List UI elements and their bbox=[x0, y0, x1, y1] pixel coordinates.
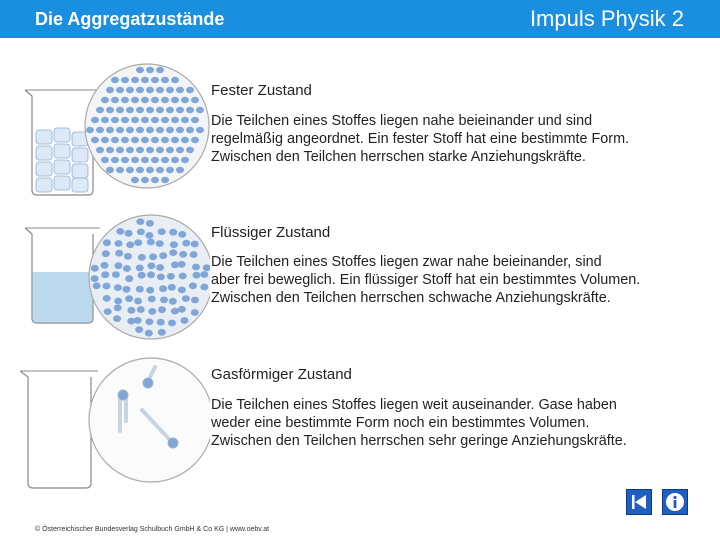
liquid-particle bbox=[101, 262, 109, 269]
liquid-particle bbox=[178, 306, 186, 313]
solid-particle bbox=[176, 127, 184, 133]
solid-particle bbox=[126, 87, 134, 93]
liquid-particle bbox=[136, 286, 144, 293]
liquid-particle bbox=[114, 262, 122, 269]
info-button[interactable] bbox=[662, 489, 688, 515]
solid-particle bbox=[191, 97, 199, 103]
solid-particle bbox=[121, 137, 129, 143]
solid-particle bbox=[126, 127, 134, 133]
solid-particle bbox=[126, 147, 134, 153]
solid-particle bbox=[121, 77, 129, 83]
liquid-particle bbox=[101, 271, 109, 278]
solid-particle bbox=[146, 147, 154, 153]
solid-particle bbox=[141, 77, 149, 83]
solid-particle bbox=[131, 177, 139, 183]
solid-particle bbox=[106, 107, 114, 113]
liquid-particle bbox=[159, 252, 167, 259]
solid-particle bbox=[111, 137, 119, 143]
solid-particle bbox=[96, 127, 104, 133]
liquid-particle bbox=[145, 330, 153, 337]
liquid-particle bbox=[137, 229, 145, 236]
solid-particle bbox=[116, 147, 124, 153]
liquid-particle bbox=[157, 319, 165, 326]
solid-particle bbox=[171, 137, 179, 143]
solid-particle bbox=[146, 87, 154, 93]
solid-particle bbox=[176, 147, 184, 153]
liquid-particle bbox=[191, 297, 199, 304]
solid-particle bbox=[151, 137, 159, 143]
solid-particle bbox=[136, 167, 144, 173]
liquid-particle bbox=[137, 306, 145, 313]
solid-particle bbox=[166, 87, 174, 93]
solid-particle bbox=[141, 97, 149, 103]
liquid-particle bbox=[148, 296, 156, 303]
solid-particle bbox=[121, 157, 129, 163]
page-title: Die Aggregatzustände bbox=[35, 9, 225, 29]
solid-particle bbox=[151, 97, 159, 103]
solid-particle bbox=[196, 127, 204, 133]
liquid-particle bbox=[182, 295, 190, 302]
solid-particle bbox=[126, 167, 134, 173]
solid-particle bbox=[141, 117, 149, 123]
liquid-particle bbox=[93, 283, 101, 290]
solid-particle bbox=[181, 97, 189, 103]
liquid-particle bbox=[114, 284, 122, 291]
solid-particle bbox=[116, 127, 124, 133]
liquid-particle bbox=[169, 298, 177, 305]
solid-particle bbox=[131, 97, 139, 103]
liquid-particle bbox=[179, 273, 187, 280]
solid-particle bbox=[161, 97, 169, 103]
solid-particle bbox=[141, 177, 149, 183]
solid-particle bbox=[141, 137, 149, 143]
solid-title: Fester Zustand bbox=[211, 82, 312, 99]
solid-particle bbox=[111, 77, 119, 83]
solid-particle bbox=[86, 127, 94, 133]
back-to-start-icon bbox=[627, 490, 651, 514]
gas-beaker bbox=[20, 371, 98, 488]
liquid-particle bbox=[103, 283, 111, 290]
solid-particle bbox=[176, 167, 184, 173]
solid-particle bbox=[106, 127, 114, 133]
solid-particle bbox=[106, 87, 114, 93]
gas-line: Zwischen den Teilchen herrschen sehr geringe Anziehungskräfte. bbox=[211, 433, 627, 449]
solid-particle bbox=[191, 117, 199, 123]
liquid-particle bbox=[160, 297, 168, 304]
solid-particle bbox=[126, 107, 134, 113]
liquid-particle bbox=[125, 295, 133, 302]
gas-title: Gasförmiger Zustand bbox=[211, 366, 352, 383]
solid-particle bbox=[186, 147, 194, 153]
solid-particle bbox=[141, 157, 149, 163]
liquid-particle bbox=[127, 307, 135, 314]
liquid-particle bbox=[191, 309, 199, 316]
liquid-particle bbox=[91, 265, 99, 272]
solid-particle bbox=[136, 107, 144, 113]
liquid-description bbox=[211, 253, 701, 307]
liquid-particle bbox=[189, 282, 197, 289]
solid-particle bbox=[101, 137, 109, 143]
liquid-particle bbox=[157, 274, 165, 281]
liquid-particle bbox=[112, 271, 120, 278]
solid-line: regelmäßig angeordnet. Ein fester Stoff hat eine bestimmte Form. bbox=[211, 131, 630, 147]
liquid-particle bbox=[170, 241, 178, 248]
ice-cubes bbox=[36, 128, 88, 192]
liquid-particle bbox=[136, 218, 144, 225]
liquid-particle bbox=[191, 241, 199, 248]
solid-particle bbox=[106, 167, 114, 173]
liquid-particle bbox=[158, 306, 166, 313]
liquid-particle bbox=[114, 305, 122, 312]
solid-particle bbox=[166, 167, 174, 173]
copyright-footer: © Österreichischer Bundesverlag Schulbuch GmbH & Co KG | www.oebv.at bbox=[35, 526, 270, 533]
solid-particle bbox=[161, 157, 169, 163]
solid-particle bbox=[151, 117, 159, 123]
solid-particle bbox=[106, 147, 114, 153]
liquid-particle bbox=[113, 315, 121, 322]
liquid-particle bbox=[134, 317, 142, 324]
solid-particle bbox=[156, 67, 164, 73]
solid-particle bbox=[156, 167, 164, 173]
liquid-particle bbox=[156, 264, 164, 271]
solid-particle bbox=[146, 107, 154, 113]
liquid-particle bbox=[167, 273, 175, 280]
liquid-particle bbox=[168, 284, 176, 291]
liquid-particle bbox=[134, 239, 142, 246]
liquid-particle bbox=[115, 240, 123, 247]
solid-particle bbox=[176, 107, 184, 113]
liquid-particle bbox=[178, 261, 186, 268]
liquid-particle bbox=[114, 298, 122, 305]
liquid-state-figure bbox=[20, 210, 210, 350]
liquid-particle bbox=[124, 253, 132, 260]
solid-particle bbox=[181, 117, 189, 123]
solid-particle bbox=[101, 157, 109, 163]
solid-particle bbox=[181, 137, 189, 143]
liquid-particle bbox=[169, 249, 177, 256]
solid-particle bbox=[96, 147, 104, 153]
solid-particle bbox=[151, 157, 159, 163]
liquid-particle bbox=[156, 240, 164, 247]
solid-state-figure bbox=[20, 60, 210, 200]
liquid-particle bbox=[178, 287, 186, 294]
liquid-particle bbox=[134, 298, 142, 305]
solid-particle bbox=[171, 77, 179, 83]
solid-particle bbox=[101, 117, 109, 123]
liquid-particle bbox=[145, 318, 153, 325]
liquid-particle bbox=[200, 271, 208, 278]
solid-particle bbox=[91, 117, 99, 123]
liquid-particle bbox=[200, 284, 208, 291]
liquid-line: Die Teilchen eines Stoffes liegen zwar nahe beieinander, sind bbox=[211, 254, 602, 270]
solid-particle bbox=[161, 137, 169, 143]
liquid-particle bbox=[147, 239, 155, 246]
solid-particle bbox=[111, 157, 119, 163]
liquid-particle bbox=[125, 275, 133, 282]
liquid-particle bbox=[91, 275, 99, 282]
liquid-particle bbox=[158, 228, 166, 235]
solid-particle bbox=[121, 97, 129, 103]
liquid-particle bbox=[159, 285, 167, 292]
gas-line: Die Teilchen eines Stoffes liegen weit auseinander. Gase haben bbox=[211, 397, 617, 413]
solid-particle bbox=[186, 87, 194, 93]
solid-particle bbox=[136, 87, 144, 93]
liquid-particle bbox=[102, 250, 110, 257]
liquid-particle bbox=[103, 295, 111, 302]
solid-particle bbox=[161, 117, 169, 123]
liquid-particle bbox=[148, 308, 156, 315]
solid-particle bbox=[111, 97, 119, 103]
solid-line: Zwischen den Teilchen herrschen starke Anziehungskräfte. bbox=[211, 149, 586, 165]
liquid-particle bbox=[125, 230, 133, 237]
liquid-line: aber frei beweglich. Ein flüssiger Stoff hat ein bestimmtes Volumen. bbox=[211, 272, 641, 288]
solid-particle bbox=[146, 67, 154, 73]
liquid-particle bbox=[182, 240, 190, 247]
solid-particle bbox=[171, 97, 179, 103]
liquid-title: Flüssiger Zustand bbox=[211, 224, 331, 241]
gas-line: weder eine bestimmte Form noch ein bestimmtes Volumen. bbox=[211, 415, 590, 431]
liquid-particle bbox=[178, 231, 186, 238]
solid-particle bbox=[111, 117, 119, 123]
brand-title: Impuls Physik 2 bbox=[529, 6, 684, 31]
liquid-particle bbox=[138, 272, 146, 279]
solid-line: Die Teilchen eines Stoffes liegen nahe beieinander und sind bbox=[211, 113, 593, 129]
liquid-particle bbox=[193, 272, 201, 279]
solid-particle bbox=[151, 177, 159, 183]
liquid-particle bbox=[169, 229, 177, 236]
solid-particle bbox=[181, 157, 189, 163]
liquid-particle bbox=[147, 262, 155, 269]
gas-description bbox=[211, 396, 701, 450]
liquid-particle bbox=[126, 241, 134, 248]
liquid-particle bbox=[147, 271, 155, 278]
solid-particle bbox=[116, 167, 124, 173]
solid-particle bbox=[186, 107, 194, 113]
liquid-particle bbox=[192, 264, 200, 271]
solid-particle bbox=[101, 97, 109, 103]
solid-particle bbox=[146, 127, 154, 133]
solid-particle bbox=[166, 127, 174, 133]
liquid-particle bbox=[181, 317, 189, 324]
solid-particle bbox=[186, 127, 194, 133]
solid-particle bbox=[191, 137, 199, 143]
solid-description bbox=[211, 112, 701, 166]
info-icon bbox=[663, 490, 687, 514]
solid-particle bbox=[116, 107, 124, 113]
solid-particle bbox=[196, 107, 204, 113]
solid-particle bbox=[161, 177, 169, 183]
back-to-start-button[interactable] bbox=[626, 489, 652, 515]
solid-particle bbox=[131, 77, 139, 83]
gas-state-figure bbox=[20, 355, 210, 495]
solid-particle bbox=[136, 67, 144, 73]
liquid-particle bbox=[138, 254, 146, 261]
liquid-particle bbox=[116, 228, 124, 235]
solid-particle bbox=[156, 107, 164, 113]
liquid-particle bbox=[115, 250, 123, 257]
liquid-particle bbox=[168, 320, 176, 327]
solid-particle bbox=[166, 147, 174, 153]
solid-particle bbox=[121, 117, 129, 123]
liquid-particle bbox=[171, 308, 179, 315]
liquid-particle bbox=[123, 286, 131, 293]
solid-particle bbox=[136, 147, 144, 153]
solid-particle bbox=[161, 77, 169, 83]
liquid-particle bbox=[104, 308, 112, 315]
solid-particle bbox=[156, 127, 164, 133]
solid-particle bbox=[96, 107, 104, 113]
liquid-particle bbox=[149, 253, 157, 260]
liquid-particle bbox=[135, 326, 143, 333]
solid-particle bbox=[146, 167, 154, 173]
solid-particle bbox=[171, 157, 179, 163]
solid-particle bbox=[91, 137, 99, 143]
solid-particle bbox=[156, 87, 164, 93]
liquid-line: Zwischen den Teilchen herrschen schwache Anziehungskräfte. bbox=[211, 290, 611, 306]
solid-particle bbox=[171, 117, 179, 123]
solid-particle bbox=[131, 137, 139, 143]
liquid-particle bbox=[103, 239, 111, 246]
liquid-particle bbox=[136, 265, 144, 272]
liquid-particle bbox=[158, 329, 166, 336]
liquid-particle bbox=[146, 220, 154, 227]
liquid-particle bbox=[145, 232, 153, 239]
solid-particle bbox=[116, 87, 124, 93]
solid-particle bbox=[131, 117, 139, 123]
solid-particle bbox=[166, 107, 174, 113]
solid-particle bbox=[136, 127, 144, 133]
liquid-particle bbox=[123, 265, 131, 272]
solid-particle bbox=[131, 157, 139, 163]
liquid-particle bbox=[190, 251, 198, 258]
solid-particle bbox=[176, 87, 184, 93]
solid-particle bbox=[156, 147, 164, 153]
liquid-particle bbox=[179, 251, 187, 258]
header-bar bbox=[0, 0, 720, 38]
liquid-particle bbox=[146, 287, 154, 294]
solid-particle bbox=[151, 77, 159, 83]
